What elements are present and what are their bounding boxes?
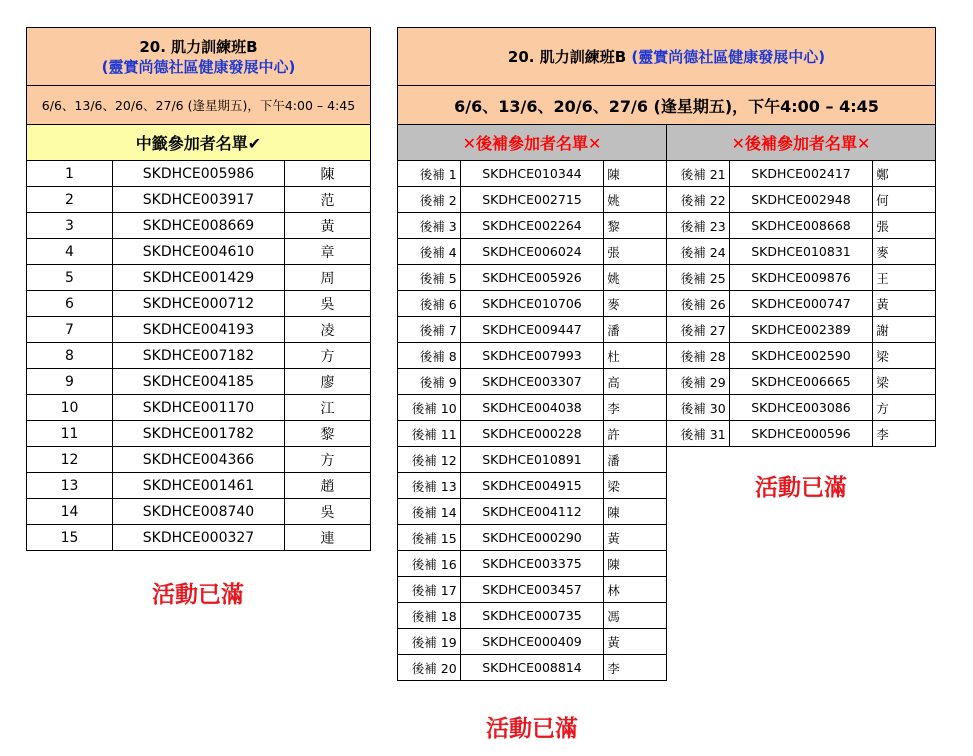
surname: 連 [285,525,371,551]
member-code: SKDHCE004915 [460,473,604,499]
surname: 陳 [285,161,371,187]
table-row [27,239,371,265]
surname: 馮 [604,603,667,629]
table-row [27,187,371,213]
table-row [27,395,371,421]
row-number: 後補 20 [398,655,461,681]
member-code: SKDHCE000712 [113,291,285,317]
row-number: 後補 14 [398,499,461,525]
row-number: 8 [27,343,113,369]
table-row [398,473,667,499]
row-number: 後補 26 [667,291,730,317]
surname: 林 [604,577,667,603]
row-number: 13 [27,473,113,499]
table-row [27,421,371,447]
table-row [27,343,371,369]
table-row [667,265,936,291]
table-row [667,369,936,395]
surname: 陳 [604,551,667,577]
member-code: SKDHCE000409 [460,629,604,655]
member-code: SKDHCE002389 [729,317,873,343]
row-number: 後補 9 [398,369,461,395]
surname: 陳 [604,161,667,187]
table-row [27,265,371,291]
table-row [398,239,667,265]
surname: 鄭 [873,161,936,187]
left-course-title: 20. 肌力訓練班B [139,37,258,56]
table-row [398,291,667,317]
left-venue: (靈實尚德社區健康發展中心) [101,57,296,76]
row-number: 12 [27,447,113,473]
row-number: 後補 24 [667,239,730,265]
right-course-title: 20. 肌力訓練班B [507,47,627,66]
table-row [667,213,936,239]
row-number: 後補 13 [398,473,461,499]
row-number: 後補 11 [398,421,461,447]
row-number: 後補 2 [398,187,461,213]
surname: 潘 [604,317,667,343]
table-row [398,525,667,551]
table-row [398,161,667,187]
row-number: 後補 18 [398,603,461,629]
table-row [398,603,667,629]
member-code: SKDHCE000228 [460,421,604,447]
surname: 黃 [873,291,936,317]
table-row [398,577,667,603]
member-code: SKDHCE004038 [460,395,604,421]
member-code: SKDHCE010831 [729,239,873,265]
surname: 黃 [285,213,371,239]
row-number: 後補 10 [398,395,461,421]
surname: 周 [285,265,371,291]
table-row [398,343,667,369]
right-venue: (靈實尚德社區健康發展中心) [631,47,826,66]
member-code: SKDHCE002417 [729,161,873,187]
surname: 杜 [604,343,667,369]
row-number: 7 [27,317,113,343]
table-row [667,161,936,187]
row-number: 3 [27,213,113,239]
member-code: SKDHCE010344 [460,161,604,187]
row-number: 後補 6 [398,291,461,317]
successful-list-table [26,160,371,551]
surname: 許 [604,421,667,447]
table-row [667,187,936,213]
member-code: SKDHCE004185 [113,369,285,395]
surname: 江 [285,395,371,421]
row-number: 後補 7 [398,317,461,343]
right-schedule: 6/6、13/6、20/6、27/6 (逢星期五)，下午4:00 – 4:45 [397,85,936,125]
surname: 黎 [285,421,371,447]
member-code: SKDHCE008669 [113,213,285,239]
surname: 黎 [604,213,667,239]
left-title-box [26,27,371,86]
table-row [398,213,667,239]
table-row [398,369,667,395]
surname: 吳 [285,499,371,525]
member-code: SKDHCE002715 [460,187,604,213]
left-status: 活動已滿 [152,581,244,608]
table-row [27,317,371,343]
row-number: 後補 22 [667,187,730,213]
row-number: 15 [27,525,113,551]
surname: 李 [604,395,667,421]
member-code: SKDHCE005986 [113,161,285,187]
surname: 黃 [604,629,667,655]
table-row [398,265,667,291]
row-number: 後補 15 [398,525,461,551]
row-number: 4 [27,239,113,265]
row-number: 後補 17 [398,577,461,603]
left-list-header: 中籤參加者名單✔ [26,124,371,161]
surname: 姚 [604,187,667,213]
surname: 高 [604,369,667,395]
waitlist-table-a [397,160,667,681]
surname: 方 [285,447,371,473]
member-code: SKDHCE008814 [460,655,604,681]
member-code: SKDHCE003375 [460,551,604,577]
member-code: SKDHCE009876 [729,265,873,291]
left-schedule: 6/6、13/6、20/6、27/6 (逢星期五)，下午4:00 – 4:45 [26,85,371,125]
surname: 梁 [873,369,936,395]
table-row [398,317,667,343]
surname: 李 [604,655,667,681]
table-row [667,317,936,343]
member-code: SKDHCE004193 [113,317,285,343]
table-row [27,525,371,551]
member-code: SKDHCE003917 [113,187,285,213]
member-code: SKDHCE000596 [729,421,873,447]
row-number: 後補 27 [667,317,730,343]
surname: 張 [873,213,936,239]
table-row [398,447,667,473]
surname: 李 [873,421,936,447]
surname: 梁 [873,343,936,369]
row-number: 後補 16 [398,551,461,577]
surname: 趙 [285,473,371,499]
table-row [27,499,371,525]
waitlist-header-b: ✕後補參加者名單✕ [666,124,936,161]
member-code: SKDHCE002264 [460,213,604,239]
table-row [27,291,371,317]
row-number: 6 [27,291,113,317]
member-code: SKDHCE003307 [460,369,604,395]
member-code: SKDHCE000290 [460,525,604,551]
table-row [27,447,371,473]
surname: 黃 [604,525,667,551]
member-code: SKDHCE008668 [729,213,873,239]
member-code: SKDHCE000747 [729,291,873,317]
table-row [398,551,667,577]
surname: 凌 [285,317,371,343]
surname: 潘 [604,447,667,473]
table-row [27,161,371,187]
right-status-b: 活動已滿 [755,474,847,501]
row-number: 後補 21 [667,161,730,187]
table-row [398,655,667,681]
table-row [398,421,667,447]
row-number: 後補 23 [667,213,730,239]
surname: 吳 [285,291,371,317]
surname: 方 [285,343,371,369]
table-row [398,187,667,213]
table-row [667,395,936,421]
surname: 王 [873,265,936,291]
row-number: 後補 4 [398,239,461,265]
row-number: 2 [27,187,113,213]
row-number: 1 [27,161,113,187]
row-number: 5 [27,265,113,291]
row-number: 後補 1 [398,161,461,187]
surname: 謝 [873,317,936,343]
member-code: SKDHCE001461 [113,473,285,499]
member-code: SKDHCE003457 [460,577,604,603]
surname: 麥 [604,291,667,317]
member-code: SKDHCE010891 [460,447,604,473]
row-number: 後補 29 [667,369,730,395]
surname: 章 [285,239,371,265]
table-row [398,395,667,421]
member-code: SKDHCE007993 [460,343,604,369]
row-number: 後補 12 [398,447,461,473]
member-code: SKDHCE000327 [113,525,285,551]
member-code: SKDHCE001170 [113,395,285,421]
member-code: SKDHCE004366 [113,447,285,473]
member-code: SKDHCE004610 [113,239,285,265]
member-code: SKDHCE004112 [460,499,604,525]
member-code: SKDHCE006665 [729,369,873,395]
row-number: 14 [27,499,113,525]
surname: 廖 [285,369,371,395]
row-number: 後補 25 [667,265,730,291]
member-code: SKDHCE002590 [729,343,873,369]
member-code: SKDHCE005926 [460,265,604,291]
table-row [398,629,667,655]
row-number: 後補 31 [667,421,730,447]
row-number: 10 [27,395,113,421]
table-row [667,291,936,317]
surname: 何 [873,187,936,213]
table-row [667,343,936,369]
table-row [667,239,936,265]
member-code: SKDHCE002948 [729,187,873,213]
member-code: SKDHCE010706 [460,291,604,317]
surname: 范 [285,187,371,213]
row-number: 後補 30 [667,395,730,421]
member-code: SKDHCE007182 [113,343,285,369]
surname: 陳 [604,499,667,525]
member-code: SKDHCE001782 [113,421,285,447]
row-number: 11 [27,421,113,447]
member-code: SKDHCE003086 [729,395,873,421]
member-code: SKDHCE000735 [460,603,604,629]
table-row [398,499,667,525]
row-number: 9 [27,369,113,395]
waitlist-header-a: ✕後補參加者名單✕ [397,124,667,161]
row-number: 後補 3 [398,213,461,239]
row-number: 後補 19 [398,629,461,655]
waitlist-table-b [666,160,936,447]
member-code: SKDHCE008740 [113,499,285,525]
member-code: SKDHCE006024 [460,239,604,265]
surname: 張 [604,239,667,265]
table-row [667,421,936,447]
table-row [27,473,371,499]
right-status-a: 活動已滿 [486,715,578,742]
table-row [27,213,371,239]
member-code: SKDHCE009447 [460,317,604,343]
table-row [27,369,371,395]
member-code: SKDHCE001429 [113,265,285,291]
surname: 麥 [873,239,936,265]
row-number: 後補 5 [398,265,461,291]
row-number: 後補 8 [398,343,461,369]
surname: 梁 [604,473,667,499]
row-number: 後補 28 [667,343,730,369]
surname: 方 [873,395,936,421]
surname: 姚 [604,265,667,291]
right-title-box [397,27,936,86]
